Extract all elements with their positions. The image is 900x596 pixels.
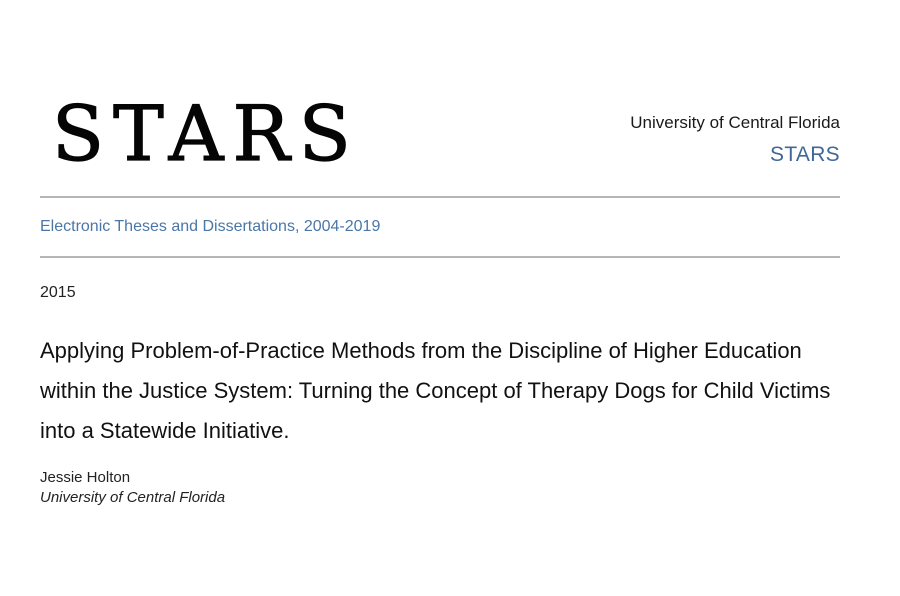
author-block [40, 468, 225, 508]
divider-bottom [40, 256, 840, 258]
institution-block [630, 112, 840, 168]
collection-link[interactable]: Electronic Theses and Dissertations, 2004-2019 [40, 218, 381, 235]
stars-logo [52, 92, 432, 172]
repository-name[interactable]: STARS [770, 143, 840, 166]
stars-logo-graphic [52, 92, 432, 172]
divider-top [40, 196, 840, 198]
publication-year: 2015 [40, 284, 76, 301]
stars-logo-text: STARS [52, 92, 360, 172]
author-name: Jessie Holton [40, 469, 131, 486]
author-affiliation: University of Central Florida [40, 489, 226, 506]
cover-page [40, 0, 840, 596]
institution-name: University of Central Florida [630, 113, 840, 132]
document-title: Applying Problem-of-Practice Methods from the Discipline of Higher Education within the Justice System: Turning the Concept of Therapy Dogs for Child Victims into a Statewide Initiative. [40, 338, 831, 443]
